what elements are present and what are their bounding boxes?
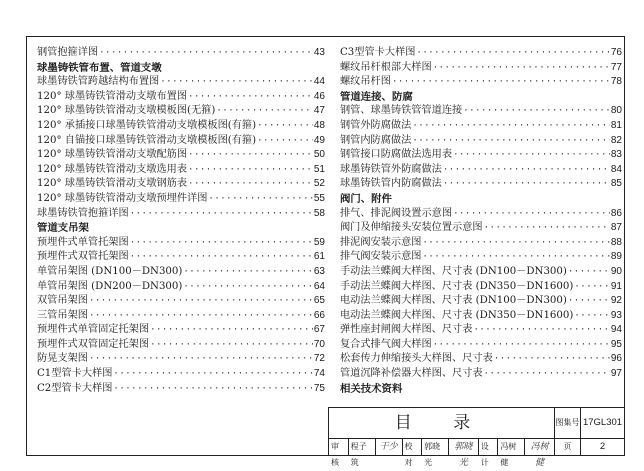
toc-entry-page: 85 <box>610 178 622 190</box>
toc-entry-title: 螺纹吊杆图 <box>340 76 391 88</box>
design-label: 设计 <box>479 439 499 455</box>
toc-entry-title: C1型管卡大样图 <box>37 368 113 380</box>
toc-leader-dots <box>216 104 313 119</box>
toc-leader-dots <box>257 134 313 149</box>
toc-entry-page: 50 <box>313 149 325 161</box>
toc-entry-page: 64 <box>313 280 325 292</box>
toc-entry-title: 120° 球墨铸铁管滑动支墩预埋件详图 <box>37 192 208 204</box>
toc-leader-dots <box>188 90 313 105</box>
sheet-title: 目 录 <box>329 408 555 439</box>
toc-entry-page: 65 <box>313 295 325 307</box>
toc-entry-page: 87 <box>610 222 622 234</box>
toc-leader-dots <box>423 250 610 265</box>
toc-entry[interactable] <box>37 309 325 324</box>
toc-entry-title: 螺纹吊杆根部大样图 <box>340 61 432 73</box>
toc-entry[interactable] <box>340 221 622 236</box>
drawing-frame <box>26 36 625 468</box>
toc-section-heading <box>340 192 622 207</box>
toc-entry-page: 82 <box>610 134 622 146</box>
toc-leader-dots <box>412 134 610 149</box>
toc-entry-title: C2型管卡大样图 <box>37 382 113 394</box>
toc-leader-dots <box>188 163 313 178</box>
toc-entry-page: 83 <box>610 149 622 161</box>
toc-entry-title: 球墨铸铁管抱箍详图 <box>37 207 129 219</box>
toc-entry-page: 66 <box>313 309 325 321</box>
toc-entry[interactable] <box>340 119 622 134</box>
toc-entry-page: 89 <box>610 251 622 263</box>
toc-entry-page: 92 <box>610 295 622 307</box>
toc-entry-page: 58 <box>313 207 325 219</box>
toc-entry-title: 球墨铸铁管跨越结构布置图 <box>37 76 160 88</box>
toc-entry-page: 90 <box>610 265 622 277</box>
toc-leader-dots <box>89 309 313 324</box>
toc-entry-title: 三管吊架图 <box>37 309 88 321</box>
toc-entry-page: 81 <box>610 119 622 131</box>
toc-entry[interactable] <box>37 250 325 265</box>
toc-leader-dots <box>443 177 610 192</box>
toc-entry-page: 77 <box>610 61 622 73</box>
toc-entry-page: 91 <box>610 280 622 292</box>
toc-leader-dots <box>150 323 313 338</box>
toc-entry-page: 94 <box>610 324 622 336</box>
toc-entry-page: 49 <box>313 134 325 146</box>
toc-entry-title: 120° 自锚接口球墨铸铁管滑动支墩模板图(有箍) <box>37 134 257 146</box>
atlas-number: 17GL301 <box>581 408 624 439</box>
atlas-number-label: 图集号 <box>555 408 581 439</box>
toc-leader-dots <box>574 280 610 295</box>
toc-entry-page: 61 <box>313 251 325 263</box>
toc-leader-dots <box>183 265 313 280</box>
toc-entry-page: 70 <box>313 338 325 350</box>
toc-entry-page: 88 <box>610 236 622 248</box>
toc-entry[interactable] <box>340 75 622 90</box>
toc-left-column <box>37 46 325 396</box>
toc-leader-dots <box>484 221 610 236</box>
toc-entry-title: 松套传力伸缩接头大样图、尺寸表 <box>340 353 493 365</box>
toc-entry-page: 76 <box>610 47 622 58</box>
toc-entry-page: 46 <box>313 90 325 102</box>
toc-entry[interactable] <box>340 265 622 280</box>
signature-row <box>329 439 555 468</box>
toc-entry[interactable] <box>340 46 622 61</box>
toc-right-column <box>340 46 622 396</box>
toc-leader-dots <box>463 104 610 119</box>
toc-entry[interactable] <box>37 236 325 251</box>
toc-entry[interactable] <box>37 119 325 134</box>
toc-entry-title: 管道支吊架 <box>37 222 89 235</box>
toc-entry-title: 手动法兰蝶阀大样图、尺寸表 (DN350－DN1600) <box>340 280 574 292</box>
toc-entry[interactable] <box>340 352 622 367</box>
toc-entry[interactable] <box>340 177 622 192</box>
toc-entry-page: 84 <box>610 163 622 175</box>
toc-entry-page: 67 <box>313 324 325 336</box>
toc-entry-title: 管道连接、防腐 <box>340 90 413 103</box>
toc-entry-page: 97 <box>610 368 622 380</box>
toc-leader-dots <box>113 367 312 382</box>
toc-entry[interactable] <box>37 177 325 192</box>
toc-entry-title: 120° 球墨铸铁管滑动支墩选用表 <box>37 163 188 175</box>
toc-leader-dots <box>257 119 313 134</box>
toc-entry-title: 120° 承插接口球墨铸铁管滑动支墩模板图(有箍) <box>37 119 257 131</box>
toc-entry[interactable] <box>37 338 325 353</box>
check-label: 校对 <box>403 439 423 455</box>
toc-entry-page: 55 <box>313 192 325 204</box>
toc-entry[interactable] <box>340 236 622 251</box>
toc-entry-page: 86 <box>610 207 622 219</box>
toc-entry-title: 120° 球墨铸铁管滑动支墩钢筋表 <box>37 178 188 190</box>
toc-leader-dots <box>188 148 313 163</box>
toc-leader-dots <box>473 323 609 338</box>
design-signature: 冯树健 <box>530 442 549 468</box>
toc-leader-dots <box>433 338 610 353</box>
toc-leader-dots <box>423 236 610 251</box>
toc-leader-dots <box>453 207 610 222</box>
toc-leader-dots <box>89 294 313 309</box>
toc-entry-title: 相关技术资料 <box>340 382 403 395</box>
toc-entry-title: 弹性座封闸阀大样图、尺寸表 <box>340 324 473 336</box>
toc-leader-dots <box>130 236 313 251</box>
toc-entry-title: 钢管外防腐做法 <box>340 119 412 131</box>
toc-entry-page: 72 <box>313 353 325 365</box>
toc-entry[interactable] <box>37 323 325 338</box>
toc-entry-title: 预埋件式单管固定托架图 <box>37 324 150 336</box>
toc-entry-title: 排泥阀安装示意图 <box>340 236 422 248</box>
toc-entry-title: 球墨铸铁管布置、管道支墩 <box>37 61 162 74</box>
toc-section-heading <box>37 61 325 76</box>
toc-entry-title: 防晃支架图 <box>37 353 88 365</box>
toc-entry-title: 手动法兰蝶阀大样图、尺寸表 (DN100－DN300) <box>340 265 567 277</box>
toc-entry[interactable] <box>37 163 325 178</box>
toc-entry[interactable] <box>37 382 325 397</box>
toc-entry[interactable] <box>37 367 325 382</box>
toc-leader-dots <box>150 338 313 353</box>
toc-entry[interactable] <box>340 309 622 324</box>
toc-entry-page: 93 <box>610 309 622 321</box>
toc-entry-title: 120° 球墨铸铁管滑动支墩配筋图 <box>37 149 188 161</box>
toc-entry-page: 59 <box>313 236 325 248</box>
toc-entry-page: 74 <box>313 368 325 380</box>
toc-entry-title: 预埋件式单管托架图 <box>37 236 129 248</box>
toc-entry[interactable] <box>340 294 622 309</box>
toc-entry[interactable] <box>37 46 325 61</box>
toc-entry[interactable] <box>37 207 325 222</box>
toc-entry[interactable] <box>340 367 622 382</box>
toc-entry[interactable] <box>37 148 325 163</box>
page-label: 页 <box>555 439 581 455</box>
toc-leader-dots <box>130 250 313 265</box>
toc-entry-title: 球墨铸铁管外防腐做法 <box>340 163 442 175</box>
toc-entry-title: 单管吊架图 (DN100－DN300) <box>37 265 183 277</box>
toc-entry-page: 78 <box>610 76 622 88</box>
toc-leader-dots <box>453 148 610 163</box>
toc-entry-title: 球墨铸铁管内防腐做法 <box>340 178 442 190</box>
toc-leader-dots <box>574 309 610 324</box>
toc-entry-title: 预埋件式双管托架图 <box>37 251 129 263</box>
toc-entry[interactable] <box>340 280 622 295</box>
toc-leader-dots <box>130 207 313 222</box>
toc-entry[interactable] <box>340 338 622 353</box>
toc-leader-dots <box>99 46 313 61</box>
review-signature: 干少 <box>376 439 403 455</box>
toc-section-heading <box>340 382 622 397</box>
toc-leader-dots <box>443 163 610 178</box>
toc-entry[interactable] <box>340 148 622 163</box>
toc-entry-title: 120° 球墨铸铁管滑动支墩模板图(无箍) <box>37 105 216 117</box>
page-number: 2 <box>599 441 606 452</box>
toc-entry-title: 管道沉降补偿器大样图、尺寸表 <box>340 368 483 380</box>
check-signature: 郭晓光 <box>449 439 479 455</box>
toc-entry[interactable] <box>340 134 622 149</box>
toc-entry[interactable] <box>37 75 325 90</box>
toc-entry-page: 44 <box>313 76 325 88</box>
toc-entry-page: 80 <box>610 105 622 117</box>
toc-entry-page: 43 <box>313 47 325 58</box>
toc-entry[interactable] <box>340 163 622 178</box>
toc-entry[interactable] <box>37 265 325 280</box>
toc-leader-dots <box>113 382 312 397</box>
toc-leader-dots <box>89 352 313 367</box>
toc-leader-dots <box>416 46 609 61</box>
toc-entry[interactable] <box>340 207 622 222</box>
toc-entry-title: 120° 球墨铸铁管滑动支墩布置图 <box>37 90 188 102</box>
toc-entry-title: C3型管卡大样图 <box>340 47 416 58</box>
toc-entry-title: 单管吊架图 (DN200－DN300) <box>37 280 183 292</box>
toc-entry-title: 电动法兰蝶阀大样图、尺寸表 (DN350－DN1600) <box>340 309 574 321</box>
check-name: 郭晓光 <box>422 439 449 455</box>
toc-leader-dots <box>433 61 610 76</box>
review-name: 程子筑 <box>349 439 376 455</box>
toc-entry[interactable] <box>37 280 325 295</box>
toc-entry-title: 钢管接口防腐做法选用表 <box>340 149 453 161</box>
toc-leader-dots <box>208 192 312 207</box>
title-block <box>328 407 624 468</box>
toc-entry[interactable] <box>340 323 622 338</box>
toc-entry-page: 47 <box>313 105 325 117</box>
toc-entry-title: 钢管抱箍详图 <box>37 47 99 58</box>
toc-entry-title: 钢管、球墨铸铁管管道连接 <box>340 105 463 117</box>
toc-leader-dots <box>568 265 610 280</box>
toc-leader-dots <box>412 119 610 134</box>
toc-leader-dots <box>392 75 610 90</box>
toc-leader-dots <box>188 177 313 192</box>
toc-entry-title: 排气、排泥阀设置示意图 <box>340 207 453 219</box>
toc-entry-title: 阀门、附件 <box>340 192 392 205</box>
toc-entry-page: 75 <box>313 382 325 394</box>
toc-entry-title: 钢管内防腐做法 <box>340 134 412 146</box>
toc-leader-dots <box>160 75 313 90</box>
toc-leader-dots <box>183 280 313 295</box>
design-name: 冯树健 <box>498 439 525 455</box>
toc-entry-page: 95 <box>610 338 622 350</box>
toc-section-heading <box>37 221 325 236</box>
toc-leader-dots <box>484 367 610 382</box>
toc-entry-page: 63 <box>313 265 325 277</box>
toc-entry-title: 双管吊架图 <box>37 295 88 307</box>
toc-leader-dots <box>568 294 610 309</box>
toc-entry-page: 96 <box>610 353 622 365</box>
toc-section-heading <box>340 90 622 105</box>
toc-entry[interactable] <box>37 90 325 105</box>
toc-entry[interactable] <box>37 294 325 309</box>
toc-entry-title: 预埋件式双管固定托架图 <box>37 338 150 350</box>
toc-entry-title: 排气阀安装示意图 <box>340 251 422 263</box>
toc-entry-title: 电动法兰蝶阀大样图、尺寸表 (DN100－DN300) <box>340 295 567 307</box>
toc-entry-page: 48 <box>313 119 325 131</box>
toc-entry[interactable] <box>37 192 325 207</box>
toc-entry[interactable] <box>340 250 622 265</box>
toc-entry[interactable] <box>37 134 325 149</box>
toc-entry-title: 阀门及伸缩接头安装位置示意图 <box>340 222 483 234</box>
toc-entry-title: 复合式排气阀大样图 <box>340 338 432 350</box>
toc-leader-dots <box>494 352 610 367</box>
toc-entry-page: 51 <box>313 163 325 175</box>
toc-entry[interactable] <box>340 61 622 76</box>
toc-entry[interactable] <box>340 104 622 119</box>
toc-entry[interactable] <box>37 352 325 367</box>
review-label: 审核 <box>329 439 349 455</box>
toc-entry[interactable] <box>37 104 325 119</box>
toc-entry-page: 52 <box>313 178 325 190</box>
